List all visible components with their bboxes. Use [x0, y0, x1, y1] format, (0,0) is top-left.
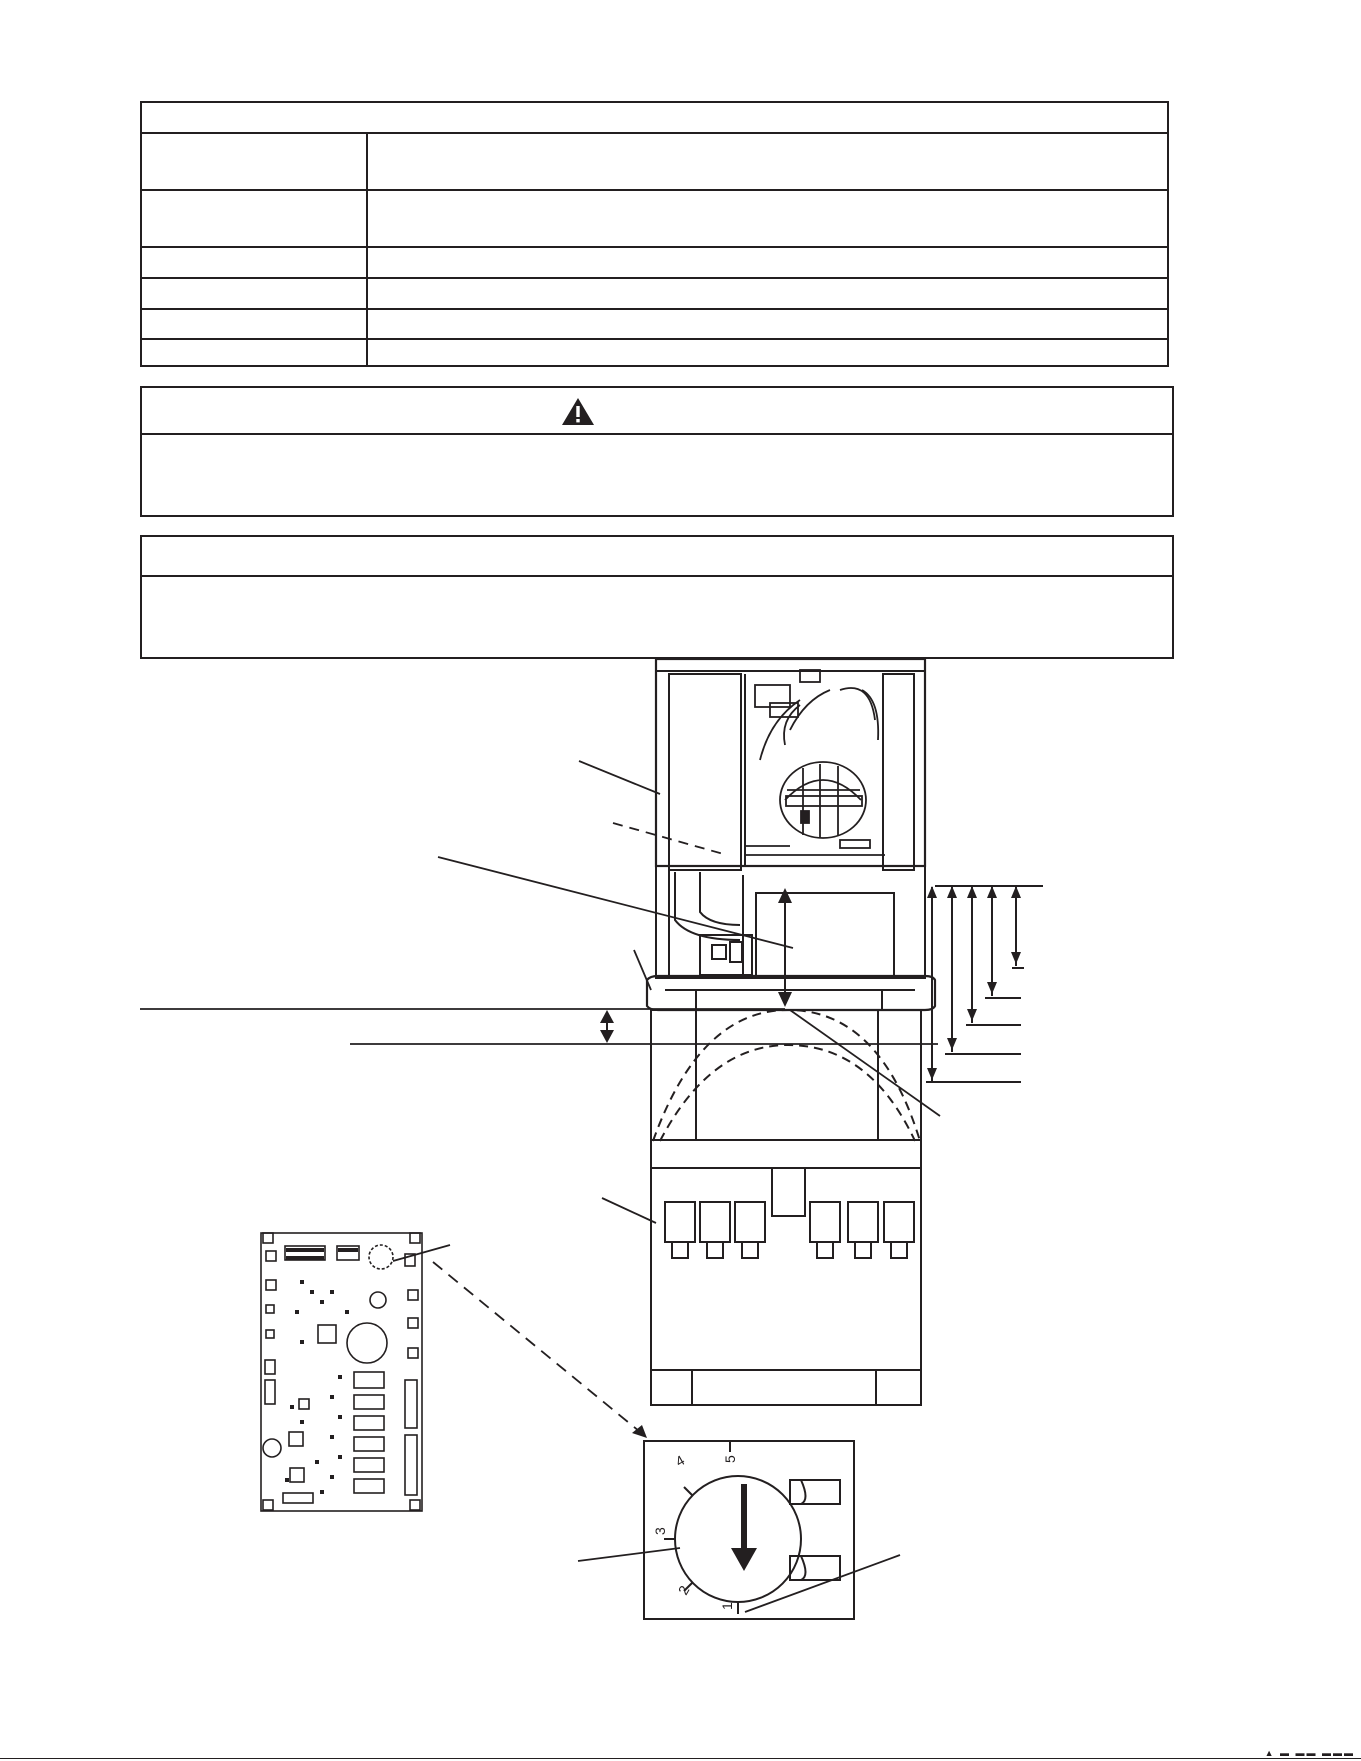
dial-number: 4	[672, 1451, 688, 1470]
compressor	[745, 670, 885, 855]
control-board	[261, 1233, 422, 1511]
dial-number: 1	[719, 1602, 735, 1610]
arrow-heads	[600, 886, 1021, 1438]
dial-number: 5	[722, 1455, 738, 1463]
dial-detail	[644, 1440, 854, 1619]
dial-number: 2	[674, 1582, 693, 1598]
ice-bin-section	[656, 866, 925, 978]
beverage-dispenser	[651, 1010, 921, 1405]
dial-number: 3	[652, 1527, 668, 1535]
dial-pointer-arrow	[731, 1484, 757, 1571]
dispenser-valves	[665, 1202, 914, 1258]
board-components	[285, 1248, 358, 1494]
footer-rule	[0, 1758, 1361, 1759]
leader-lines	[140, 761, 940, 1612]
dimension-lines	[607, 886, 1043, 1082]
footer-marks: ▲ ▬ ▬▬ ▬▬▬	[1264, 1748, 1355, 1758]
